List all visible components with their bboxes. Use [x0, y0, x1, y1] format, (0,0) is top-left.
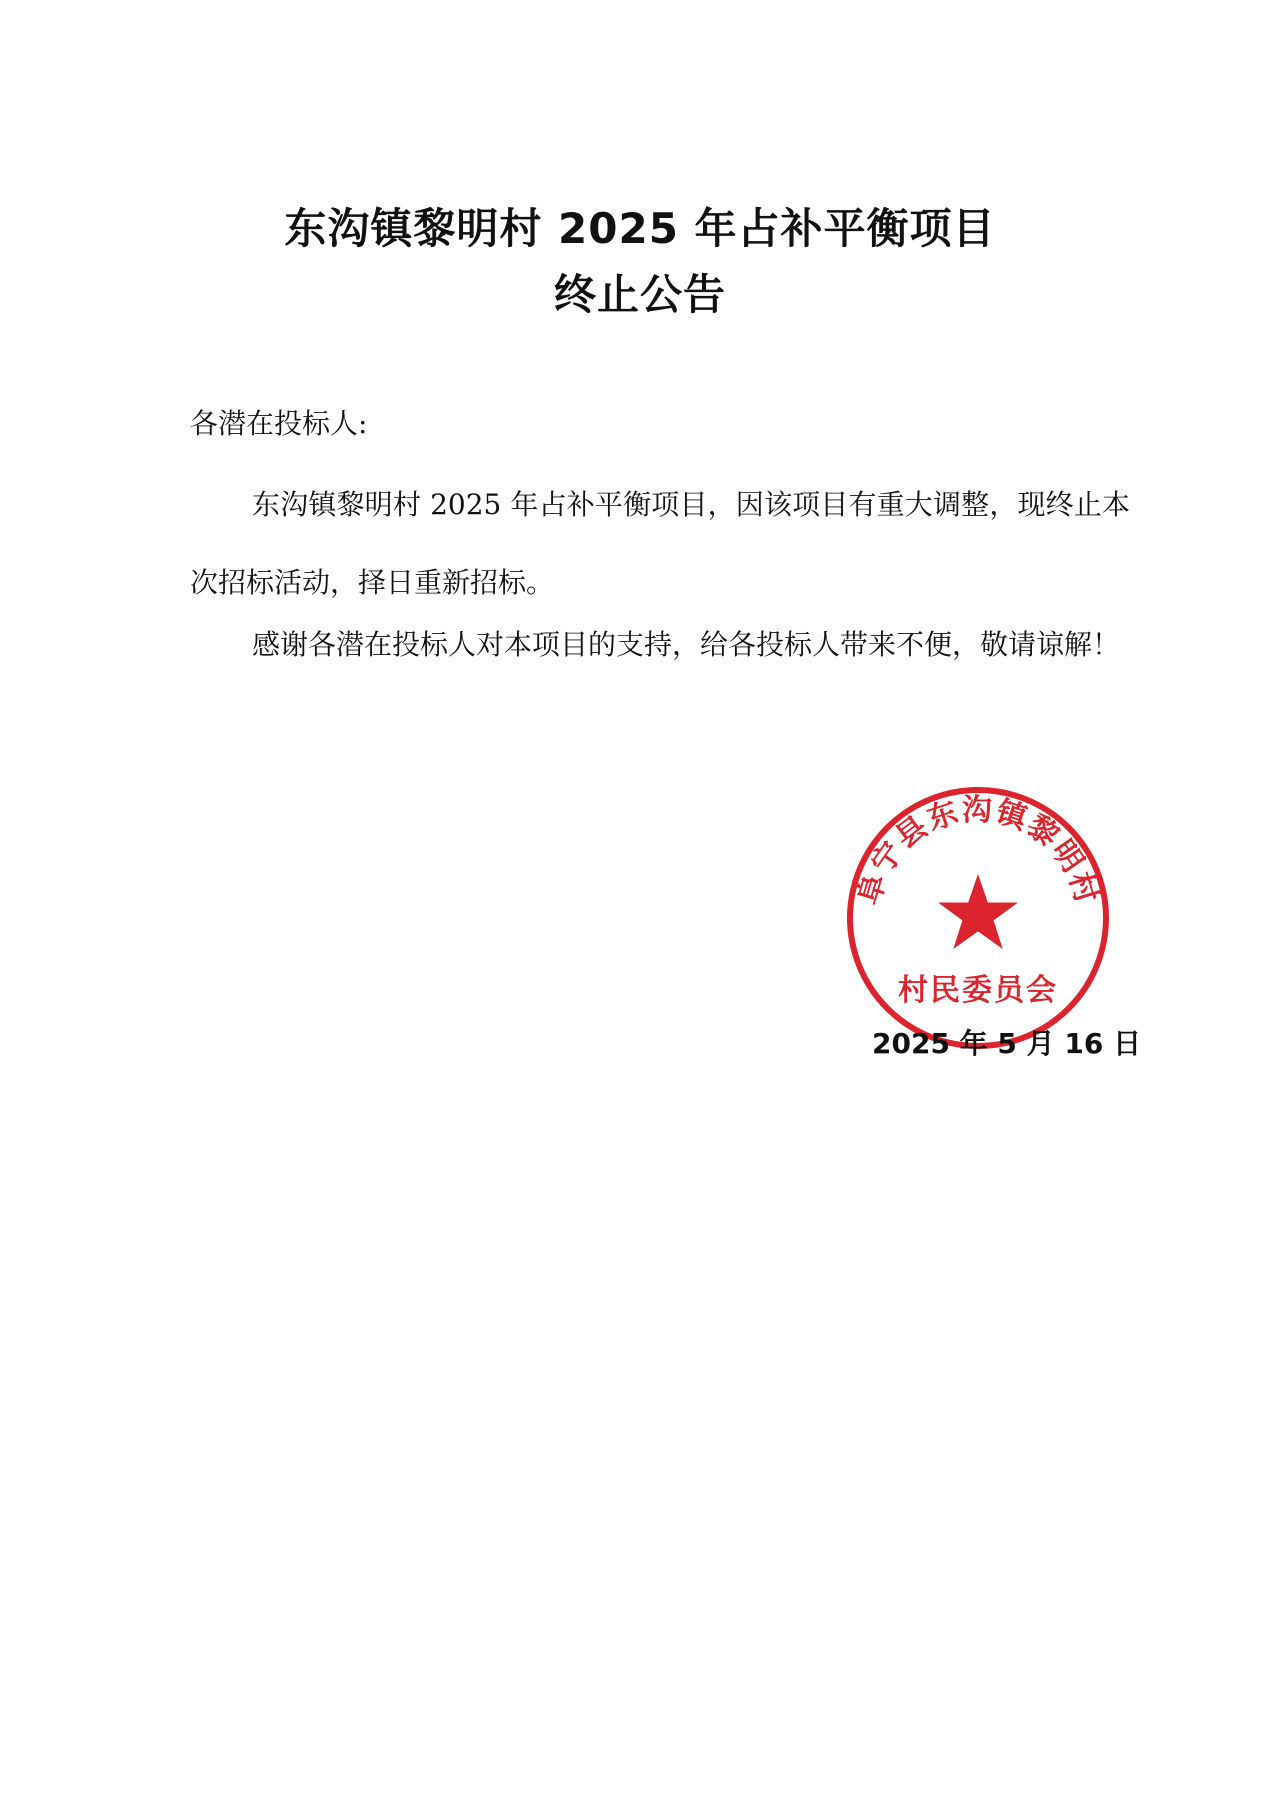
official-seal [838, 778, 1118, 1058]
salutation: 各潜在投标人: [190, 407, 368, 440]
body-paragraph-1: 东沟镇黎明村 2025 年占补平衡项目，因该项目有重大调整，现终止本次招标活动，择日重新招标。 [190, 488, 1130, 599]
document-subtitle: 终止公告 [553, 270, 726, 319]
seal-outer-text: 阜宁县东沟镇黎明村 [851, 792, 1105, 909]
document-title: 东沟镇黎明村 2025 年占补平衡项目 [284, 204, 996, 253]
seal-star-icon [938, 874, 1018, 949]
body-paragraph-2: 感谢各潜在投标人对本项目的支持，给各投标人带来不便，敬请谅解！ [252, 628, 1121, 661]
document-date: 2025 年 5 月 16 日 [872, 1027, 1142, 1060]
seal-inner-text: 村民委员会 [898, 973, 1058, 1008]
